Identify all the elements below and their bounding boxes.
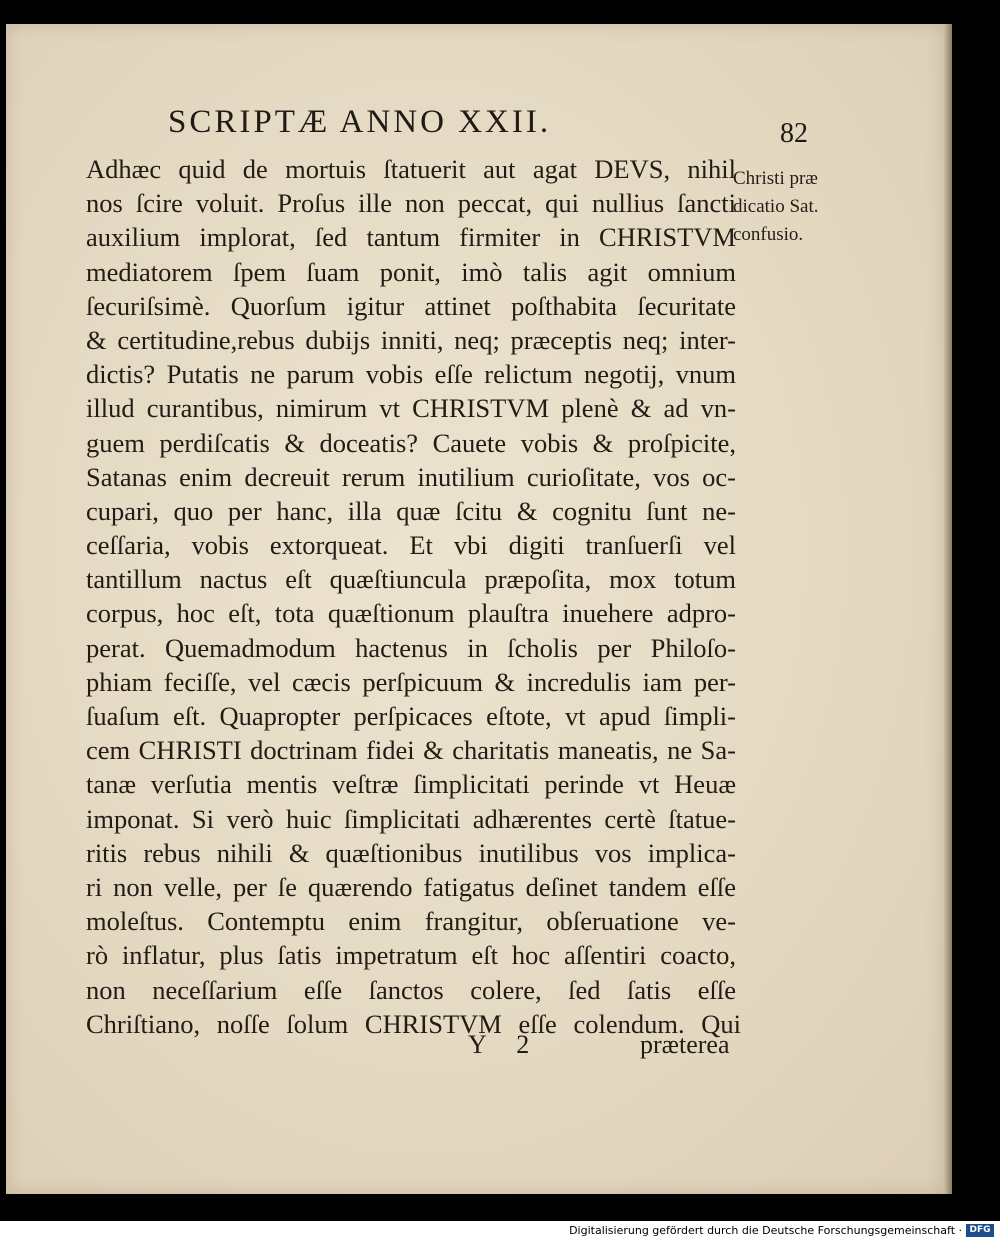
- marginal-note-line: dicatio Sat.: [733, 196, 819, 217]
- text-line: ceſſaria, vobis extorqueat. Et vbi digiti tranſuerſi vel: [86, 530, 736, 561]
- text-line: ſuaſum eſt. Quapropter perſpicaces eſtote, vt apud ſimpli-: [86, 701, 736, 731]
- marginal-note-line: confusio.: [733, 224, 804, 245]
- text-line: perat. Quemadmodum hactenus in ſcholis per Philoſo-: [86, 632, 736, 663]
- footer-bar: [0, 1221, 1000, 1241]
- text-line: illud curantibus, nimirum vt CHRISTVM plenè & ad vn-: [86, 393, 736, 424]
- text-line: ri non velle, per ſe quærendo fatigatus deſinet tandem eſſe: [86, 871, 736, 902]
- text-line: moleſtus. Contemptu enim frangitur, obſeruatione ve-: [86, 906, 736, 937]
- text-line: Satanas enim decreuit rerum inutilium curioſitate, vos oc-: [86, 461, 736, 492]
- text-line: tanæ verſutia mentis veſtræ ſimplicitati perinde vt Heuæ: [86, 769, 736, 800]
- funding-credit: Digitalisierung gefördert durch die Deutsche Forschungsgemeinschaft ·: [569, 1224, 962, 1237]
- text-line: guem perdiſcatis & doceatis? Cauete vobis & proſpicite,: [86, 427, 736, 458]
- text-line: phiam feciſſe, vel cæcis perſpicuum & incredulis iam per-: [86, 666, 736, 697]
- text-line: & certitudine,rebus dubijs inniti, neq; præceptis neq; inter-: [86, 324, 736, 355]
- marginal-note-line: Christi præ: [733, 168, 818, 189]
- text-line: dictis? Putatis ne parum vobis eſſe relictum negotij, vnum: [86, 359, 736, 390]
- text-line: corpus, hoc eſt, tota quæſtionum plauſtra inuehere adpro-: [86, 598, 736, 629]
- text-line: non neceſſarium eſſe ſanctos colere, ſed ſatis eſſe: [86, 974, 736, 1005]
- page-number: 82: [780, 118, 808, 149]
- text-line: ritis rebus nihili & quæſtionibus inutilibus vos implica-: [86, 837, 736, 868]
- text-line: tantillum nactus eſt quæſtiuncula præpoſita, mox totum: [86, 564, 736, 595]
- text-line: ſecuriſsimè. Quorſum igitur attinet poſthabita ſecuritate: [86, 290, 736, 321]
- running-head: SCRIPTÆ ANNO XXII.: [168, 104, 552, 140]
- marginal-note: [733, 165, 853, 249]
- page-edge-shadow: [944, 24, 952, 1194]
- text-line: Chriſtiano, noſſe ſolum CHRISTVM eſſe colendum. Qui: [86, 1008, 741, 1039]
- text-line: Adhæc quid de mortuis ſtatuerit aut agat DEVS, nihil: [86, 154, 736, 184]
- text-line: cem CHRISTI doctrinam fidei & charitatis maneatis, ne Sa-: [86, 735, 736, 766]
- dfg-logo[interactable]: DFG: [966, 1224, 994, 1237]
- text-line: cupari, quo per hanc, illa quæ ſcitu & cognitu ſunt ne-: [86, 495, 736, 526]
- signature-mark: Y 2: [468, 1030, 542, 1059]
- body-text: [86, 152, 746, 1041]
- text-line: imponat. Si verò huic ſimplicitati adhærentes certè ſtatue-: [86, 803, 736, 834]
- text-line: mediatorem ſpem ſuam ponit, imò talis agit omnium: [86, 256, 736, 287]
- catchword: præterea: [640, 1030, 730, 1059]
- text-line: auxilium implorat, ſed tantum firmiter in CHRISTVM: [86, 222, 736, 253]
- text-line: nos ſcire voluit. Proſus ille non peccat, qui nullius ſancti: [86, 188, 736, 219]
- text-line: rò inflatur, plus ſatis impetratum eſt hoc aſſentiri coacto,: [86, 940, 736, 971]
